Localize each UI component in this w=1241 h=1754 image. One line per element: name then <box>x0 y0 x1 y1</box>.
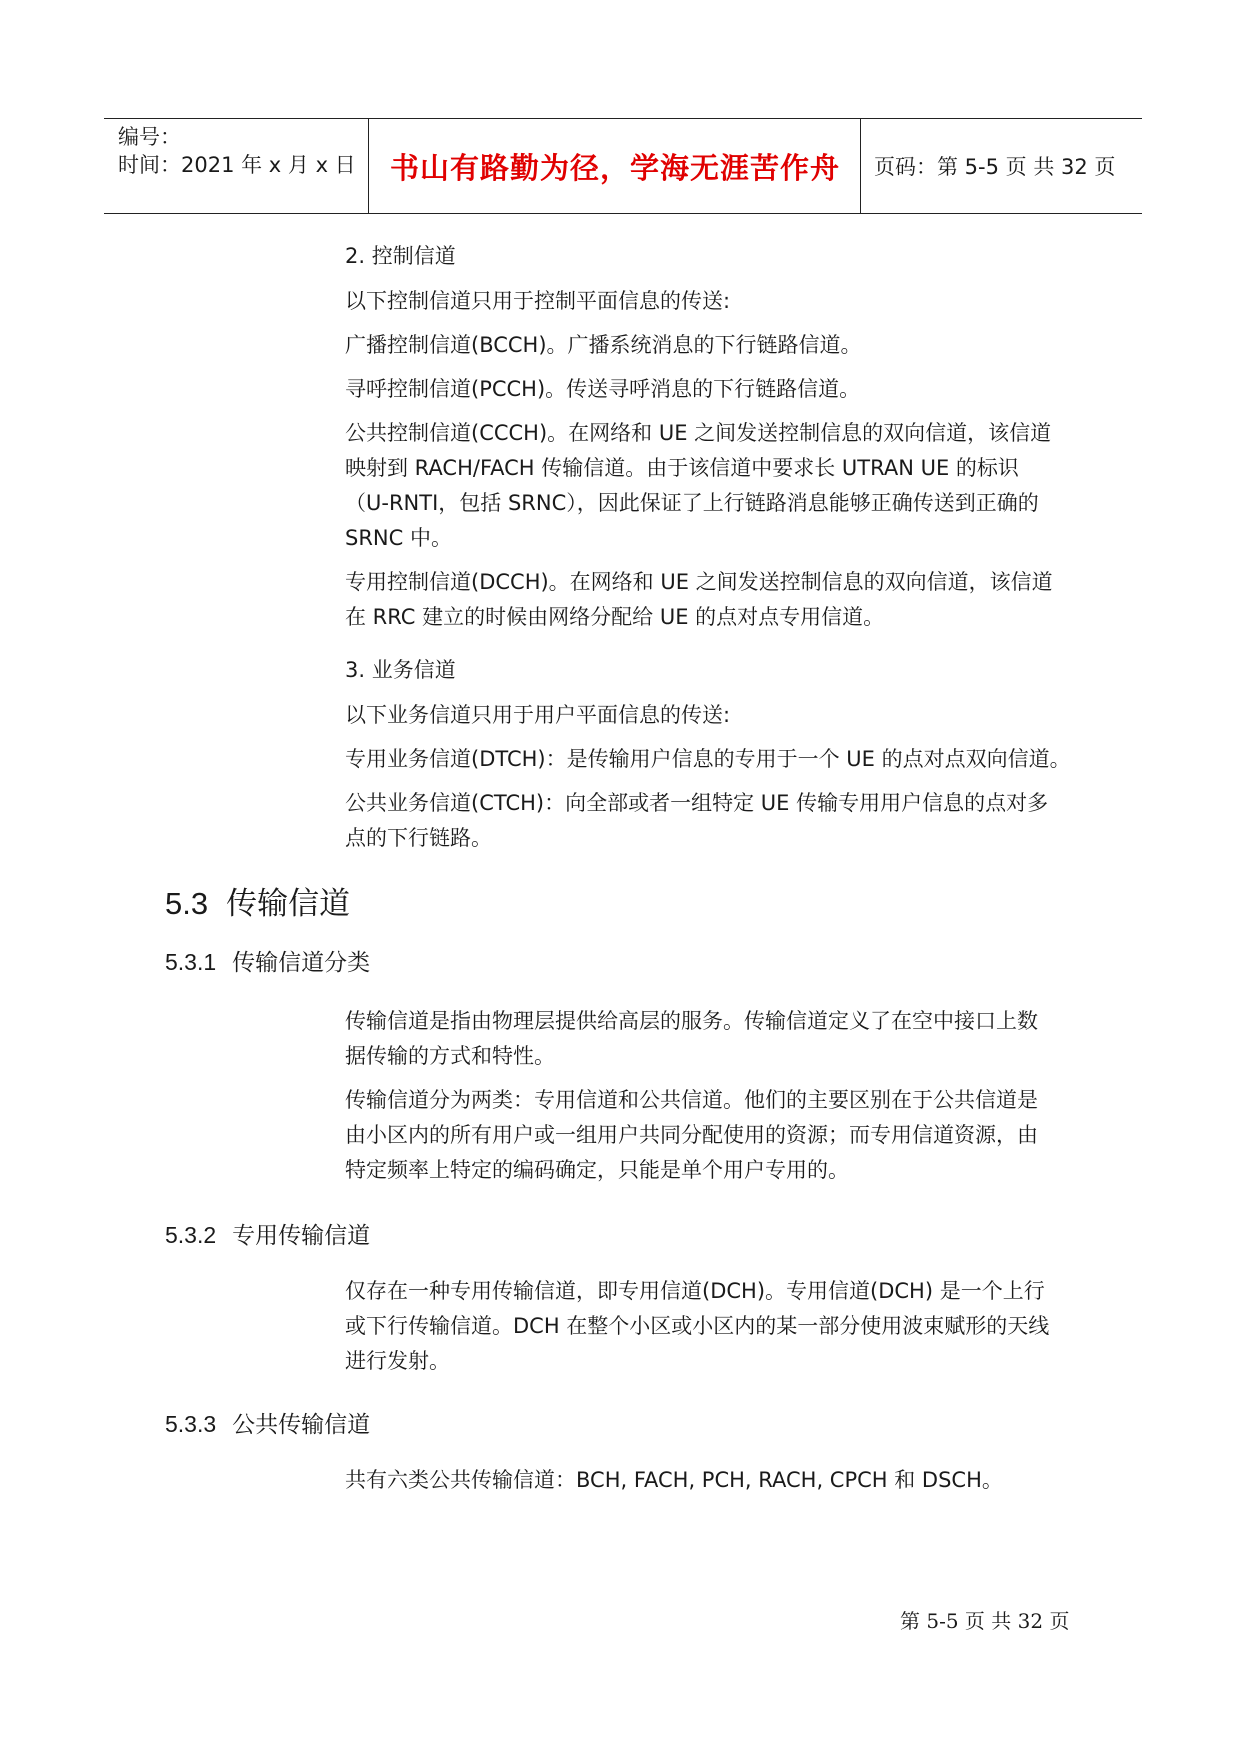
header-divider <box>368 119 369 213</box>
section-heading-5-3-1 <box>165 946 370 979</box>
section-title: 专用传输信道 <box>232 1223 371 1249</box>
header-time-label: 时间：2021 年 x 月 x 日 <box>118 153 356 177</box>
section-number: 5.3.2 <box>165 1222 217 1248</box>
paragraph-line: 仅存在一种专用传输信道，即专用信道(DCH)。专用信道(DCH) 是一个上行 <box>345 1279 1045 1303</box>
section-heading-5-3-3 <box>165 1408 370 1441</box>
paragraph-line: SRNC 中。 <box>345 526 452 550</box>
section-number: 5.3.3 <box>165 1411 217 1437</box>
paragraph-line: 映射到 RACH/FACH 传输信道。由于该信道中要求长 UTRAN UE 的标识 <box>345 456 1019 480</box>
subsection-heading-traffic: 3. 业务信道 <box>345 658 456 682</box>
paragraph-line: 专用业务信道(DTCH)：是传输用户信息的专用于一个 UE 的点对点双向信道。 <box>345 747 1071 771</box>
subsection-heading-control: 2. 控制信道 <box>345 244 456 268</box>
paragraph-line: 在 RRC 建立的时候由网络分配给 UE 的点对点专用信道。 <box>345 605 885 629</box>
paragraph-line: 传输信道是指由物理层提供给高层的服务。传输信道定义了在空中接口上数 <box>345 1009 1038 1033</box>
paragraph-line: 据传输的方式和特性。 <box>345 1044 555 1068</box>
paragraph-line: 专用控制信道(DCCH)。在网络和 UE 之间发送控制信息的双向信道，该信道 <box>345 570 1053 594</box>
paragraph-line: 公共业务信道(CTCH)：向全部或者一组特定 UE 传输专用用户信息的点对多 <box>345 791 1049 815</box>
paragraph-line: （U-RNTI，包括 SRNC），因此保证了上行链路消息能够正确传送到正确的 <box>345 491 1039 515</box>
header-page-label: 页码：第 5-5 页 共 32 页 <box>874 155 1116 179</box>
header-divider <box>860 119 861 213</box>
page-footer: 第 5-5 页 共 32 页 <box>900 1609 1070 1633</box>
section-title: 公共传输信道 <box>232 1412 371 1438</box>
paragraph-line: 广播控制信道(BCCH)。广播系统消息的下行链路信道。 <box>345 333 862 357</box>
paragraph-line: 由小区内的所有用户或一组用户共同分配使用的资源；而专用信道资源，由 <box>345 1123 1038 1147</box>
paragraph-line: 点的下行链路。 <box>345 826 492 850</box>
section-number: 5.3.1 <box>165 949 217 975</box>
paragraph-line: 或下行传输信道。DCH 在整个小区或小区内的某一部分使用波束赋形的天线 <box>345 1314 1050 1338</box>
paragraph-line: 寻呼控制信道(PCCH)。传送寻呼消息的下行链路信道。 <box>345 377 861 401</box>
paragraph-line: 公共控制信道(CCCH)。在网络和 UE 之间发送控制信息的双向信道，该信道 <box>345 421 1052 445</box>
section-heading-5-3-2 <box>165 1219 370 1252</box>
header-number-label: 编号： <box>118 125 181 149</box>
section-number: 5.3 <box>165 886 209 921</box>
paragraph-line: 传输信道分为两类：专用信道和公共信道。他们的主要区别在于公共信道是 <box>345 1088 1038 1112</box>
section-heading-5-3 <box>165 884 350 924</box>
header-meta <box>118 123 368 179</box>
paragraph-line: 特定频率上特定的编码确定，只能是单个用户专用的。 <box>345 1158 849 1182</box>
header-motto: 书山有路勤为径，学海无涯苦作舟 <box>389 150 840 185</box>
section-title: 传输信道 <box>226 886 351 922</box>
paragraph-line: 共有六类公共传输信道：BCH, FACH, PCH, RACH, CPCH 和 DSCH。 <box>345 1468 1003 1492</box>
paragraph-line: 以下业务信道只用于用户平面信息的传送: <box>345 703 731 727</box>
paragraph-line: 进行发射。 <box>345 1349 450 1373</box>
section-title: 传输信道分类 <box>232 950 371 976</box>
page-header <box>104 118 1142 214</box>
paragraph-line: 以下控制信道只用于控制平面信息的传送: <box>345 289 731 313</box>
